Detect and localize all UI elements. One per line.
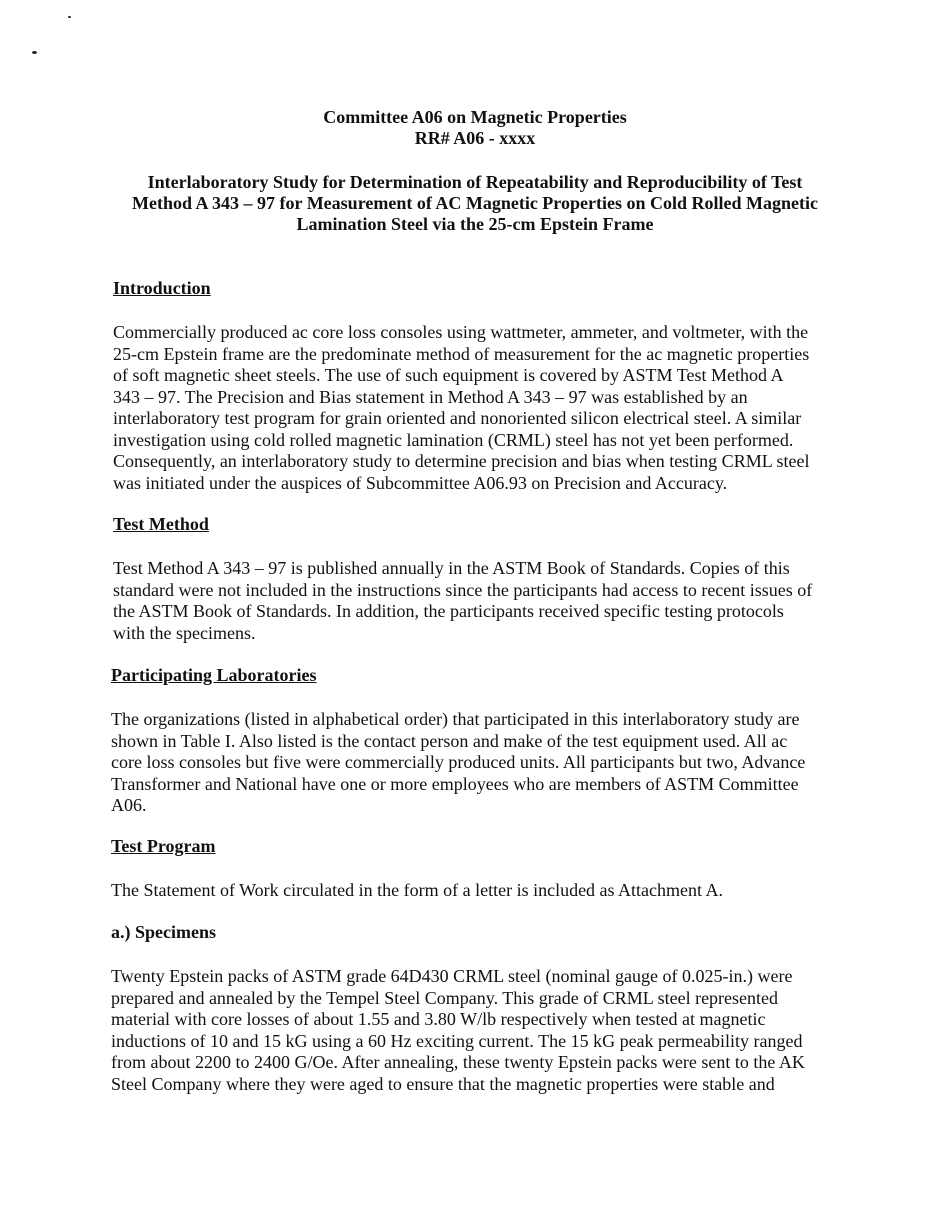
paragraph-line: Consequently, an interlaboratory study to determine precision and bias when testing CRML steel bbox=[113, 451, 810, 471]
paragraph-line: Commercially produced ac core loss consoles using wattmeter, ammeter, and voltmeter, with the bbox=[113, 322, 809, 342]
paragraph-line: The organizations (listed in alphabetical order) that participated in this interlaboratory study are bbox=[111, 709, 800, 729]
committee-header bbox=[0, 107, 950, 149]
paragraph-line: the ASTM Book of Standards. In addition, the participants received specific testing protocols bbox=[113, 601, 784, 621]
introduction-heading: Introduction bbox=[113, 278, 211, 298]
test-program-heading: Test Program bbox=[111, 836, 216, 856]
study-title-line: Interlaboratory Study for Determination of Repeatability and Reproducibility of Test bbox=[147, 172, 803, 192]
paragraph-line: inductions of 10 and 15 kG using a 60 Hz exciting current. The 15 kG peak permeability ranged bbox=[111, 1030, 803, 1051]
specimens-heading: a.) Specimens bbox=[111, 922, 216, 942]
paragraph-line: The Statement of Work circulated in the form of a letter is included as Attachment A. bbox=[111, 880, 724, 900]
paragraph-line: investigation using cold rolled magnetic lamination (CRML) steel has not yet been performed. bbox=[113, 429, 794, 450]
paragraph-line: with the specimens. bbox=[113, 622, 256, 643]
paragraph-line: material with core losses of about 1.55 and 3.80 W/lb respectively when tested at magnetic bbox=[111, 1009, 766, 1029]
paragraph-line: was initiated under the auspices of Subcommittee A06.93 on Precision and Accuracy. bbox=[113, 472, 728, 493]
scan-speck bbox=[32, 51, 37, 54]
introduction-paragraph bbox=[113, 322, 810, 494]
paragraph-line: A06. bbox=[111, 795, 147, 815]
paragraph-line: 343 – 97. The Precision and Bias statement in Method A 343 – 97 was established by an bbox=[113, 386, 748, 407]
test-program-paragraph bbox=[111, 880, 723, 902]
paragraph-line: Twenty Epstein packs of ASTM grade 64D430 CRML steel (nominal gauge of 0.025-in.) were bbox=[111, 966, 793, 986]
study-title bbox=[0, 172, 950, 235]
rr-number: RR# A06 - xxxx bbox=[414, 128, 536, 148]
study-title-line: Method A 343 – 97 for Measurement of AC Magnetic Properties on Cold Rolled Magnetic bbox=[132, 193, 818, 213]
paragraph-line: Transformer and National have one or more employees who are members of ASTM Committee bbox=[111, 773, 799, 794]
scan-speck bbox=[68, 16, 71, 18]
test-method-paragraph bbox=[113, 558, 812, 644]
paragraph-line: Test Method A 343 – 97 is published annually in the ASTM Book of Standards. Copies of this bbox=[113, 558, 790, 578]
paragraph-line: 25-cm Epstein frame are the predominate method of measurement for the ac magnetic properties bbox=[113, 343, 810, 364]
paragraph-line: of soft magnetic sheet steels. The use of such equipment is covered by ASTM Test Method A bbox=[113, 365, 784, 385]
paragraph-line: from about 2200 to 2400 G/Oe. After annealing, these twenty Epstein packs were sent to the AK bbox=[111, 1052, 805, 1072]
specimens-paragraph bbox=[111, 966, 805, 1095]
study-title-line: Lamination Steel via the 25-cm Epstein Frame bbox=[296, 214, 654, 234]
test-method-heading: Test Method bbox=[113, 514, 209, 534]
paragraph-line: interlaboratory test program for grain oriented and nonoriented silicon electrical steel. A similar bbox=[113, 408, 802, 428]
paragraph-line: prepared and annealed by the Tempel Steel Company. This grade of CRML steel represented bbox=[111, 987, 779, 1008]
paragraph-line: Steel Company where they were aged to ensure that the magnetic properties were stable and bbox=[111, 1073, 775, 1094]
committee-name: Committee A06 on Magnetic Properties bbox=[323, 107, 627, 127]
paragraph-line: shown in Table I. Also listed is the contact person and make of the test equipment used. All ac bbox=[111, 730, 788, 751]
participating-laboratories-paragraph bbox=[111, 709, 805, 817]
paragraph-line: core loss consoles but five were commercially produced units. All participants but two, Advance bbox=[111, 752, 806, 772]
paragraph-line: standard were not included in the instructions since the participants had access to recent issues of bbox=[113, 579, 813, 600]
participating-laboratories-heading: Participating Laboratories bbox=[111, 665, 317, 685]
